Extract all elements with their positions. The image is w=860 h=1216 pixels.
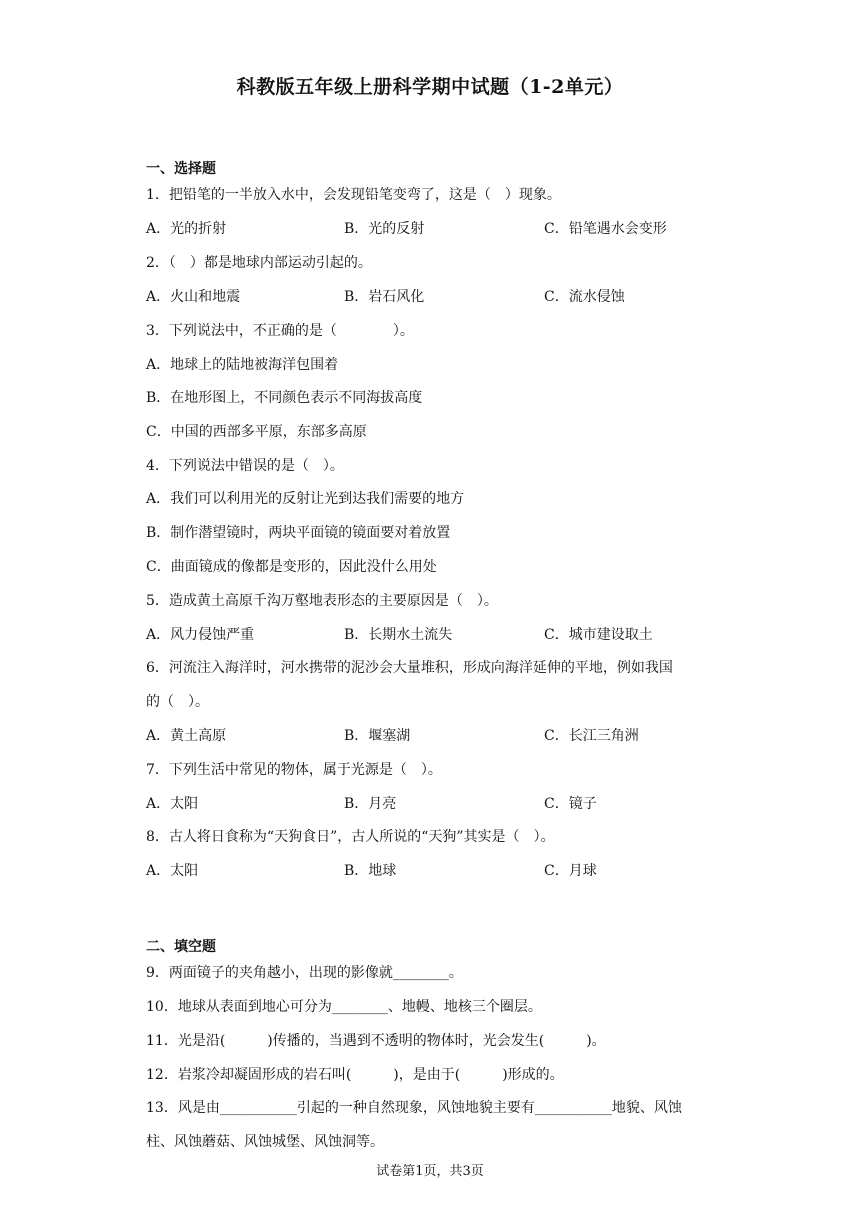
question-7-option-c: C．镜子 xyxy=(544,796,597,812)
question-9: 9．两面镜子的夹角越小，出现的影像就________。 xyxy=(146,965,463,981)
question-7-option-b: B．月亮 xyxy=(344,796,397,812)
question-3-option-b: B．在地形图上，不同颜色表示不同海拔高度 xyxy=(146,390,423,406)
question-5-option-c: C．城市建设取土 xyxy=(544,627,653,643)
question-6-stem: 6．河流注入海洋时，河水携带的泥沙会大量堆积，形成向海洋延伸的平地，例如我国 xyxy=(146,660,673,676)
question-2-option-b: B．岩石风化 xyxy=(344,289,425,305)
question-7-stem: 7．下列生活中常见的物体，属于光源是（ ）。 xyxy=(146,762,442,778)
question-1-option-c: C．铅笔遇水会变形 xyxy=(544,221,667,237)
question-3-stem: 3．下列说法中，不正确的是（ ）。 xyxy=(146,323,414,339)
question-4-option-a: A．我们可以利用光的反射让光到达我们需要的地方 xyxy=(146,491,465,507)
question-8-stem: 8．古人将日食称为“天狗食日”，古人所说的“天狗”其实是（ ）。 xyxy=(146,829,555,845)
question-5-stem: 5．造成黄土高原千沟万壑地表形态的主要原因是（ ）。 xyxy=(146,593,498,609)
question-2-option-a: A．火山和地震 xyxy=(146,289,241,305)
question-4-option-b: B．制作潜望镜时，两块平面镜的镜面要对着放置 xyxy=(146,525,451,541)
question-5-option-a: A．风力侵蚀严重 xyxy=(146,627,255,643)
question-12: 12．岩浆冷却凝固形成的岩石叫( )，是由于( )形成的。 xyxy=(146,1067,564,1083)
question-7-option-a: A．太阳 xyxy=(146,796,199,812)
question-13-continued: 柱、风蚀蘑菇、风蚀城堡、风蚀洞等。 xyxy=(146,1134,384,1150)
question-8-option-b: B．地球 xyxy=(344,863,397,879)
question-4-option-c: C．曲面镜成的像都是变形的，因此没什么用处 xyxy=(146,559,437,575)
question-2-stem: 2．（ ）都是地球内部运动引起的。 xyxy=(146,255,372,271)
question-6-option-c: C．长江三角洲 xyxy=(544,728,639,744)
question-5-option-b: B．长期水土流失 xyxy=(344,627,453,643)
question-1-option-b: B．光的反射 xyxy=(344,221,425,237)
question-6-option-a: A．黄土高原 xyxy=(146,728,227,744)
section-heading-choice: 一、选择题 xyxy=(146,161,216,177)
question-1-stem: 1．把铅笔的一半放入水中，会发现铅笔变弯了，这是（ ）现象。 xyxy=(146,187,561,203)
question-11: 11．光是沿( )传播的，当遇到不透明的物体时，光会发生( )。 xyxy=(146,1033,606,1049)
page-title: 科教版五年级上册科学期中试题（1-2单元） xyxy=(236,76,624,98)
question-2-option-c: C．流水侵蚀 xyxy=(544,289,625,305)
section-heading-fill: 二、填空题 xyxy=(146,939,216,955)
question-13: 13．风是由___________引起的一种自然现象，风蚀地貌主要有___________地貌、风蚀 xyxy=(146,1100,682,1116)
question-1-option-a: A．光的折射 xyxy=(146,221,227,237)
question-3-option-c: C．中国的西部多平原，东部多高原 xyxy=(146,424,367,440)
page-footer: 试卷第1页，共3页 xyxy=(376,1164,484,1179)
question-6-stem-continued: 的（ ）。 xyxy=(146,694,209,710)
question-3-option-a: A．地球上的陆地被海洋包围着 xyxy=(146,357,339,373)
question-10: 10．地球从表面到地心可分为________、地幔、地核三个圈层。 xyxy=(146,999,542,1015)
question-8-option-a: A．太阳 xyxy=(146,863,199,879)
question-6-option-b: B．堰塞湖 xyxy=(344,728,411,744)
question-8-option-c: C．月球 xyxy=(544,863,597,879)
question-4-stem: 4．下列说法中错误的是（ ）。 xyxy=(146,458,344,474)
